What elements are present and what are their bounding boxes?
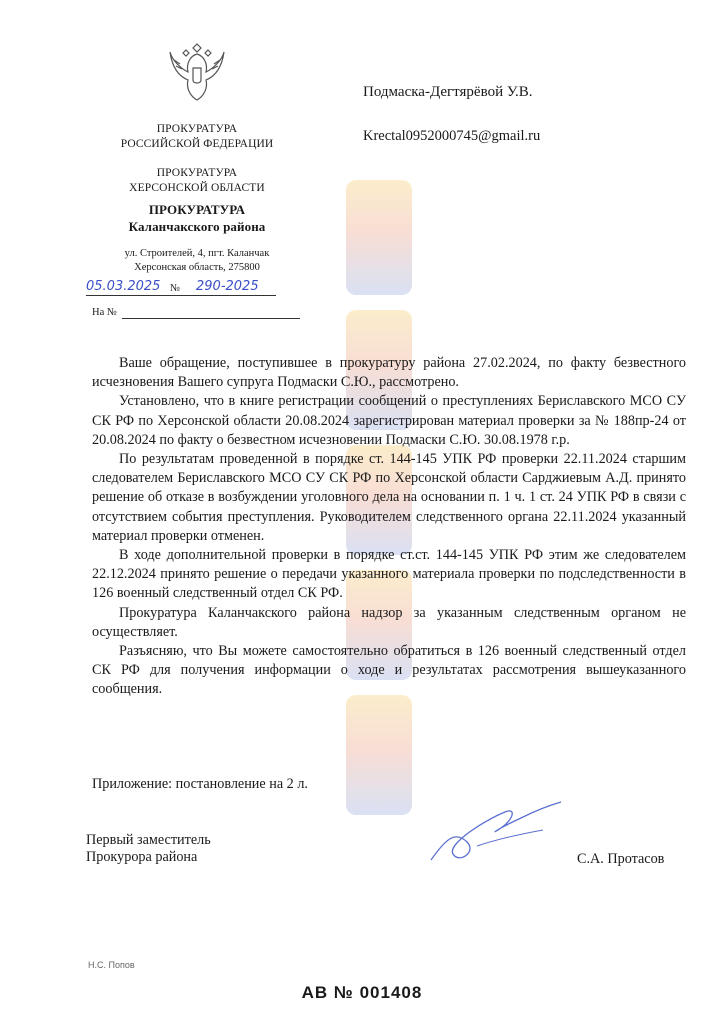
reference-line	[92, 307, 302, 318]
body-paragraph: Разъясняю, что Вы можете самостоятельно обратиться в 126 военный следственный отдел СК РФ для получения информации о ходе и результатах рассмотрения вышеуказанного сообщения.	[92, 643, 686, 698]
org-federal-line2: РОССИЙСКОЙ ФЕДЕРАЦИИ	[120, 138, 274, 150]
signer-name: С.А. Протасов	[577, 851, 665, 867]
reference-underline	[122, 318, 300, 319]
registration-number-label: №	[170, 283, 181, 294]
handwritten-signature	[425, 790, 565, 870]
org-address	[86, 247, 308, 275]
address-line2: Херсонская область, 275800	[134, 262, 260, 273]
registration-underline	[86, 295, 276, 296]
recipient-email: Krectal0952000745@gmail.ru	[363, 128, 541, 144]
signer-position-line2: Прокурора района	[86, 849, 198, 865]
registration-date: 05.03.2025	[86, 279, 161, 294]
recipient-name: Подмаска-Дегтярёвой У.В.	[363, 84, 533, 100]
registration-number: 290-2025	[196, 279, 259, 294]
org-district-line2: Каланчакского района	[128, 219, 266, 234]
body-paragraph: В ходе дополнительной проверки в порядке ст.ст. 144-145 УПК РФ этим же следователем 22.12.2024 принято решение о передачи указанного материала проверки по подследственности в 126 военный следственный отдел СК РФ.	[92, 547, 686, 602]
appendix-note: Приложение: постановление на 2 л.	[92, 776, 308, 792]
address-line1: ул. Строителей, 4, пгт. Каланчак	[124, 248, 270, 259]
coat-of-arms-emblem	[166, 38, 228, 104]
body-paragraph: Прокуратура Каланчакского района надзор за указанным следственным органом не осуществляет.	[92, 604, 686, 640]
signer-position	[86, 832, 211, 866]
signer-position-line1: Первый заместитель	[86, 832, 211, 848]
org-district-line1: ПРОКУРАТУРА	[148, 202, 246, 217]
org-regional-line1: ПРОКУРАТУРА	[156, 167, 238, 179]
org-regional-line2: ХЕРСОНСКОЙ ОБЛАСТИ	[129, 182, 265, 194]
org-federal-line1: ПРОКУРАТУРА	[156, 123, 238, 135]
registration-line	[86, 279, 308, 299]
body-paragraph: По результатам проведенной в порядке ст. 144-145 УПК РФ проверки 22.11.2024 старшим следователем Бериславского МСО СУ СК РФ по Херсонской области Сарджиевым А.Д. принято решение об отказе в возбуждении уголовного дела на основании п. 1 ч. 1 ст. 24 УПК РФ в связи с отсутствием события преступления. Руководителем следственного органа 22.11.2024 указанный материал проверки отменен.	[92, 451, 686, 544]
form-serial-number: АВ № 001408	[301, 983, 423, 1002]
executor-name: Н.С. Попов	[88, 960, 135, 970]
letter-body	[92, 354, 686, 700]
reference-label: На №	[92, 307, 117, 318]
org-name-district	[86, 201, 308, 235]
org-name-regional	[86, 166, 308, 196]
body-paragraph: Ваше обращение, поступившее в прокуратуру района 27.02.2024, по факту безвестного исчезновения Вашего супруга Подмаски С.Ю., рассмотрено.	[92, 355, 686, 391]
org-name-federal	[86, 122, 308, 152]
body-paragraph: Установлено, что в книге регистрации сообщений о преступлениях Бериславского МСО СУ СК РФ по Херсонской области 20.08.2024 зарегистрирован материал проверки за № 188пр-24 от 20.08.2024 по факту о безвестном исчезновении Подмаски С.Ю. 30.08.1978 г.р.	[92, 393, 686, 448]
